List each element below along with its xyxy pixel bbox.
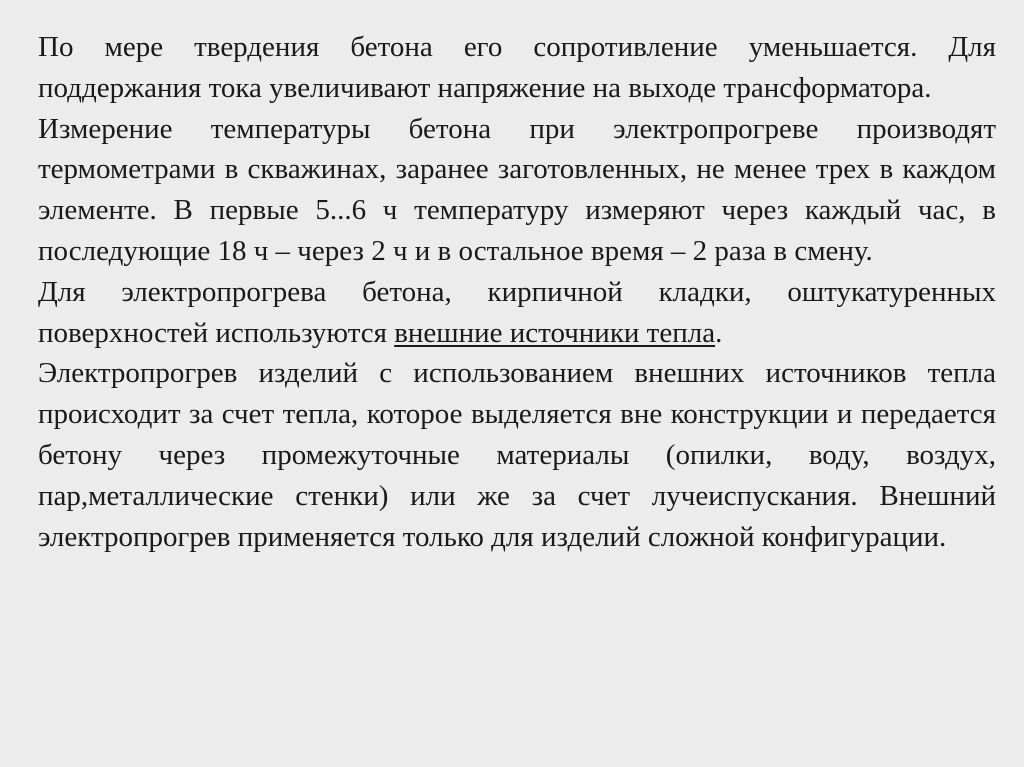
paragraph-external-heat-sources-lead: Для электропрогрева бетона, кирпичной кладки, оштукатуренных поверхностей используются [38,275,996,349]
body-text [38,27,996,557]
paragraph-external-heat-sources-end: . [715,316,723,349]
underlined-term-external-heat-sources: внешние источники тепла [394,316,716,349]
paragraph-external-electroheating: Электропрогрев изделий с использованием внешних источников тепла происходит за счет тепла, которое выделяется вне конструкции и передается бетону через промежуточные материалы (опилки, воду, воздух, пар,металлические стенки) или же за счет лучеиспускания. Внешний электропрогрев применяется только для изделий сложной конфигурации. [38,357,996,553]
paragraph-external-heat-sources [38,272,996,354]
paragraph-hardening: По мере твердения бетона его сопротивление уменьшается. Для поддержания тока увеличивают напряжение на выходе трансформатора. [38,31,996,104]
paragraph-temperature-measurement: Измерение температуры бетона при электропрогреве производят термометрами в скважинах, заранее заготовленных, не менее трех в каждом элементе. В первые 5...6 ч температуру измеряют через каждый час, в последующие 18 ч – через 2 ч и в остальное время – 2 раза в смену. [38,112,996,267]
